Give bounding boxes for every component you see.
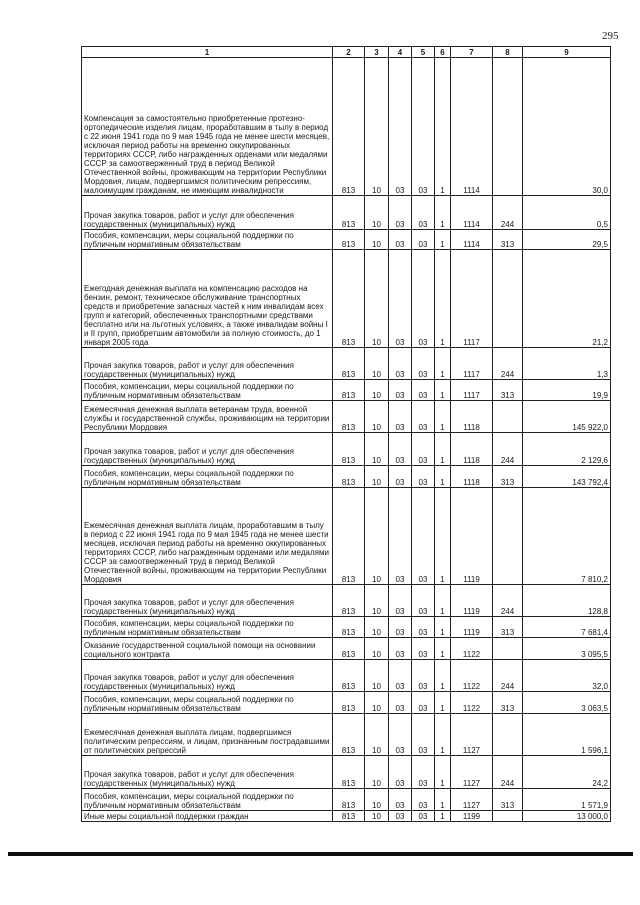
col-2-cell: 813 bbox=[333, 789, 365, 811]
col-6-cell: 1 bbox=[435, 380, 451, 401]
col-6-cell: 1 bbox=[435, 58, 451, 196]
col-7-cell: 1118 bbox=[451, 466, 493, 488]
amount-cell: 0,5 bbox=[523, 196, 611, 230]
table-header-row bbox=[82, 47, 611, 58]
row-name-cell: Прочая закупка товаров, работ и услуг для обеспечения государственных (муниципальных) нужд bbox=[82, 660, 333, 692]
col-7-cell: 1127 bbox=[451, 714, 493, 756]
row-name-cell: Пособия, компенсации, меры социальной поддержки по публичным нормативным обязательствам bbox=[82, 380, 333, 401]
col-3-cell: 10 bbox=[365, 433, 389, 466]
page-number: 295 bbox=[602, 30, 619, 42]
col-6-cell: 1 bbox=[435, 230, 451, 250]
budget-table bbox=[81, 46, 611, 822]
table-row bbox=[82, 230, 611, 250]
col-5-cell: 03 bbox=[412, 692, 435, 714]
col-5-cell: 03 bbox=[412, 466, 435, 488]
col-7-cell: 1199 bbox=[451, 811, 493, 822]
table-row bbox=[82, 660, 611, 692]
col-5-cell: 03 bbox=[412, 250, 435, 348]
amount-cell: 29,5 bbox=[523, 230, 611, 250]
col-8-cell bbox=[493, 811, 523, 822]
amount-cell: 24,2 bbox=[523, 756, 611, 789]
col-6-cell: 1 bbox=[435, 756, 451, 789]
col-3-cell: 10 bbox=[365, 714, 389, 756]
col-5-cell: 03 bbox=[412, 811, 435, 822]
col-3-cell: 10 bbox=[365, 348, 389, 380]
col-6-cell: 1 bbox=[435, 692, 451, 714]
col-4-cell: 03 bbox=[389, 638, 412, 660]
col-4-cell: 03 bbox=[389, 585, 412, 617]
col-7-cell: 1119 bbox=[451, 488, 493, 585]
col-6-cell: 1 bbox=[435, 585, 451, 617]
col-8-cell bbox=[493, 638, 523, 660]
col-3-cell: 10 bbox=[365, 466, 389, 488]
col-7-cell: 1117 bbox=[451, 348, 493, 380]
header-col-1: 1 bbox=[82, 47, 333, 58]
table-row bbox=[82, 466, 611, 488]
col-5-cell: 03 bbox=[412, 58, 435, 196]
col-3-cell: 10 bbox=[365, 250, 389, 348]
col-4-cell: 03 bbox=[389, 756, 412, 789]
col-7-cell: 1122 bbox=[451, 638, 493, 660]
col-3-cell: 10 bbox=[365, 756, 389, 789]
col-7-cell: 1118 bbox=[451, 401, 493, 433]
col-4-cell: 03 bbox=[389, 466, 412, 488]
col-8-cell bbox=[493, 58, 523, 196]
amount-cell: 1,3 bbox=[523, 348, 611, 380]
col-8-cell: 313 bbox=[493, 789, 523, 811]
col-6-cell: 1 bbox=[435, 401, 451, 433]
amount-cell: 1 596,1 bbox=[523, 714, 611, 756]
col-6-cell: 1 bbox=[435, 660, 451, 692]
row-name-cell: Ежемесячная денежная выплата лицам, проработавшим в тылу в период с 22 июня 1941 года по 9 мая 1945 года не менее шести месяцев, исключая период работы на временно оккупированных территориях СССР, либо награжденным орденами или медалями СССР за самоотверженный труд в период Великой Отечественной войны, проживающим на территории Республики Мордовия bbox=[82, 488, 333, 585]
col-5-cell: 03 bbox=[412, 488, 435, 585]
row-name-cell: Прочая закупка товаров, работ и услуг для обеспечения государственных (муниципальных) нужд bbox=[82, 585, 333, 617]
col-8-cell: 313 bbox=[493, 230, 523, 250]
col-7-cell: 1117 bbox=[451, 250, 493, 348]
amount-cell: 19,9 bbox=[523, 380, 611, 401]
header-col-2: 2 bbox=[333, 47, 365, 58]
col-3-cell: 10 bbox=[365, 617, 389, 638]
table-row bbox=[82, 692, 611, 714]
amount-cell: 21,2 bbox=[523, 250, 611, 348]
footer-rule bbox=[8, 852, 633, 856]
col-5-cell: 03 bbox=[412, 380, 435, 401]
amount-cell: 1 571,9 bbox=[523, 789, 611, 811]
col-3-cell: 10 bbox=[365, 692, 389, 714]
col-2-cell: 813 bbox=[333, 617, 365, 638]
amount-cell: 128,8 bbox=[523, 585, 611, 617]
col-2-cell: 813 bbox=[333, 58, 365, 196]
row-name-cell: Пособия, компенсации, меры социальной поддержки по публичным нормативным обязательствам bbox=[82, 466, 333, 488]
col-8-cell: 244 bbox=[493, 585, 523, 617]
col-3-cell: 10 bbox=[365, 585, 389, 617]
table-row bbox=[82, 585, 611, 617]
col-4-cell: 03 bbox=[389, 196, 412, 230]
col-4-cell: 03 bbox=[389, 58, 412, 196]
header-col-4: 4 bbox=[389, 47, 412, 58]
col-3-cell: 10 bbox=[365, 380, 389, 401]
col-2-cell: 813 bbox=[333, 196, 365, 230]
col-5-cell: 03 bbox=[412, 660, 435, 692]
col-7-cell: 1127 bbox=[451, 789, 493, 811]
row-name-cell: Компенсация за самостоятельно приобретенные протезно-ортопедические изделия лицам, проработавшим в тылу в период с 22 июня 1941 года по 9 мая 1945 года не менее шести месяцев, исключая период работы на временно оккупированных территориях СССР, либо награжденных орденами или медалями СССР за самоотверженный труд в период Великой Отечественной войны, проживающим на территории Республики Мордовия, лицам, подвергшимся политическим репрессиям, малоимущим гражданам, не имеющим инвалидности bbox=[82, 58, 333, 196]
col-3-cell: 10 bbox=[365, 488, 389, 585]
table-row bbox=[82, 58, 611, 196]
col-4-cell: 03 bbox=[389, 230, 412, 250]
col-4-cell: 03 bbox=[389, 714, 412, 756]
col-8-cell bbox=[493, 401, 523, 433]
row-name-cell: Пособия, компенсации, меры социальной поддержки по публичным нормативным обязательствам bbox=[82, 617, 333, 638]
col-5-cell: 03 bbox=[412, 756, 435, 789]
col-8-cell bbox=[493, 250, 523, 348]
header-col-8: 8 bbox=[493, 47, 523, 58]
row-name-cell: Ежемесячная денежная выплата лицам, подвергшимся политическим репрессиям, и лицам, признанным пострадавшими от политических репрессий bbox=[82, 714, 333, 756]
header-col-6: 6 bbox=[435, 47, 451, 58]
col-2-cell: 813 bbox=[333, 433, 365, 466]
row-name-cell: Иные меры социальной поддержки граждан bbox=[82, 811, 333, 822]
col-4-cell: 03 bbox=[389, 617, 412, 638]
col-8-cell: 244 bbox=[493, 348, 523, 380]
col-6-cell: 1 bbox=[435, 466, 451, 488]
col-4-cell: 03 bbox=[389, 401, 412, 433]
col-6-cell: 1 bbox=[435, 789, 451, 811]
table-row bbox=[82, 714, 611, 756]
col-6-cell: 1 bbox=[435, 488, 451, 585]
col-5-cell: 03 bbox=[412, 401, 435, 433]
col-8-cell: 244 bbox=[493, 756, 523, 789]
col-3-cell: 10 bbox=[365, 58, 389, 196]
header-col-7: 7 bbox=[451, 47, 493, 58]
row-name-cell: Ежемесячная денежная выплата ветеранам труда, военной службы и государственной службы, проживающим на территории Республики Мордовия bbox=[82, 401, 333, 433]
row-name-cell: Прочая закупка товаров, работ и услуг для обеспечения государственных (муниципальных) нужд bbox=[82, 433, 333, 466]
col-5-cell: 03 bbox=[412, 789, 435, 811]
amount-cell: 3 063,5 bbox=[523, 692, 611, 714]
col-2-cell: 813 bbox=[333, 756, 365, 789]
col-4-cell: 03 bbox=[389, 250, 412, 348]
amount-cell: 32,0 bbox=[523, 660, 611, 692]
table-row bbox=[82, 433, 611, 466]
col-5-cell: 03 bbox=[412, 714, 435, 756]
col-5-cell: 03 bbox=[412, 196, 435, 230]
col-2-cell: 813 bbox=[333, 380, 365, 401]
col-2-cell: 813 bbox=[333, 488, 365, 585]
table-row bbox=[82, 401, 611, 433]
col-7-cell: 1119 bbox=[451, 585, 493, 617]
col-3-cell: 10 bbox=[365, 638, 389, 660]
col-2-cell: 813 bbox=[333, 250, 365, 348]
row-name-cell: Прочая закупка товаров, работ и услуг для обеспечения государственных (муниципальных) нужд bbox=[82, 756, 333, 789]
col-6-cell: 1 bbox=[435, 250, 451, 348]
col-2-cell: 813 bbox=[333, 811, 365, 822]
col-2-cell: 813 bbox=[333, 714, 365, 756]
amount-cell: 143 792,4 bbox=[523, 466, 611, 488]
col-7-cell: 1114 bbox=[451, 196, 493, 230]
col-6-cell: 1 bbox=[435, 348, 451, 380]
col-2-cell: 813 bbox=[333, 692, 365, 714]
col-5-cell: 03 bbox=[412, 638, 435, 660]
table-row bbox=[82, 348, 611, 380]
col-3-cell: 10 bbox=[365, 811, 389, 822]
col-8-cell: 244 bbox=[493, 196, 523, 230]
row-name-cell: Пособия, компенсации, меры социальной поддержки по публичным нормативным обязательствам bbox=[82, 789, 333, 811]
col-7-cell: 1119 bbox=[451, 617, 493, 638]
col-4-cell: 03 bbox=[389, 488, 412, 585]
row-name-cell: Оказание государственной социальной помощи на основании социального контракта bbox=[82, 638, 333, 660]
col-8-cell: 313 bbox=[493, 617, 523, 638]
col-5-cell: 03 bbox=[412, 617, 435, 638]
col-4-cell: 03 bbox=[389, 811, 412, 822]
table-row bbox=[82, 488, 611, 585]
table-row bbox=[82, 811, 611, 822]
col-6-cell: 1 bbox=[435, 617, 451, 638]
col-6-cell: 1 bbox=[435, 811, 451, 822]
table-row bbox=[82, 756, 611, 789]
col-2-cell: 813 bbox=[333, 348, 365, 380]
amount-cell: 2 129,6 bbox=[523, 433, 611, 466]
col-7-cell: 1122 bbox=[451, 692, 493, 714]
col-8-cell: 244 bbox=[493, 433, 523, 466]
table-row bbox=[82, 250, 611, 348]
col-6-cell: 1 bbox=[435, 196, 451, 230]
amount-cell: 13 000,0 bbox=[523, 811, 611, 822]
col-6-cell: 1 bbox=[435, 638, 451, 660]
col-8-cell: 244 bbox=[493, 660, 523, 692]
amount-cell: 7 681,4 bbox=[523, 617, 611, 638]
row-name-cell: Ежегодная денежная выплата на компенсацию расходов на бензин, ремонт, техническое обслуживание транспортных средств и приобретение запасных частей к ним инвалидам всех групп и категорий, обеспеченных транспортными средствами бесплатно или на льготных условиях, а также инвалидам войны I и II групп, приобретшим автомобили за полную стоимость, до 1 января 2005 года bbox=[82, 250, 333, 348]
col-3-cell: 10 bbox=[365, 230, 389, 250]
col-3-cell: 10 bbox=[365, 660, 389, 692]
col-5-cell: 03 bbox=[412, 433, 435, 466]
col-4-cell: 03 bbox=[389, 433, 412, 466]
col-3-cell: 10 bbox=[365, 196, 389, 230]
col-7-cell: 1117 bbox=[451, 380, 493, 401]
header-col-9: 9 bbox=[523, 47, 611, 58]
col-2-cell: 813 bbox=[333, 230, 365, 250]
col-4-cell: 03 bbox=[389, 789, 412, 811]
col-3-cell: 10 bbox=[365, 789, 389, 811]
table-row bbox=[82, 380, 611, 401]
amount-cell: 145 922,0 bbox=[523, 401, 611, 433]
table-row bbox=[82, 617, 611, 638]
row-name-cell: Прочая закупка товаров, работ и услуг для обеспечения государственных (муниципальных) нужд bbox=[82, 196, 333, 230]
col-2-cell: 813 bbox=[333, 585, 365, 617]
col-2-cell: 813 bbox=[333, 401, 365, 433]
col-6-cell: 1 bbox=[435, 714, 451, 756]
table-row bbox=[82, 196, 611, 230]
amount-cell: 3 095,5 bbox=[523, 638, 611, 660]
amount-cell: 7 810,2 bbox=[523, 488, 611, 585]
col-7-cell: 1122 bbox=[451, 660, 493, 692]
col-8-cell: 313 bbox=[493, 380, 523, 401]
col-3-cell: 10 bbox=[365, 401, 389, 433]
col-7-cell: 1114 bbox=[451, 58, 493, 196]
col-8-cell: 313 bbox=[493, 692, 523, 714]
table-row bbox=[82, 638, 611, 660]
header-col-3: 3 bbox=[365, 47, 389, 58]
row-name-cell: Пособия, компенсации, меры социальной поддержки по публичным нормативным обязательствам bbox=[82, 692, 333, 714]
col-4-cell: 03 bbox=[389, 380, 412, 401]
row-name-cell: Прочая закупка товаров, работ и услуг для обеспечения государственных (муниципальных) нужд bbox=[82, 348, 333, 380]
col-4-cell: 03 bbox=[389, 348, 412, 380]
col-5-cell: 03 bbox=[412, 348, 435, 380]
amount-cell: 30,0 bbox=[523, 58, 611, 196]
col-7-cell: 1114 bbox=[451, 230, 493, 250]
col-8-cell: 313 bbox=[493, 466, 523, 488]
header-col-5: 5 bbox=[412, 47, 435, 58]
col-2-cell: 813 bbox=[333, 638, 365, 660]
col-4-cell: 03 bbox=[389, 660, 412, 692]
col-5-cell: 03 bbox=[412, 585, 435, 617]
col-2-cell: 813 bbox=[333, 466, 365, 488]
col-7-cell: 1127 bbox=[451, 756, 493, 789]
col-4-cell: 03 bbox=[389, 692, 412, 714]
table-row bbox=[82, 789, 611, 811]
col-8-cell bbox=[493, 714, 523, 756]
col-6-cell: 1 bbox=[435, 433, 451, 466]
col-7-cell: 1118 bbox=[451, 433, 493, 466]
col-8-cell bbox=[493, 488, 523, 585]
col-5-cell: 03 bbox=[412, 230, 435, 250]
row-name-cell: Пособия, компенсации, меры социальной поддержки по публичным нормативным обязательствам bbox=[82, 230, 333, 250]
col-2-cell: 813 bbox=[333, 660, 365, 692]
